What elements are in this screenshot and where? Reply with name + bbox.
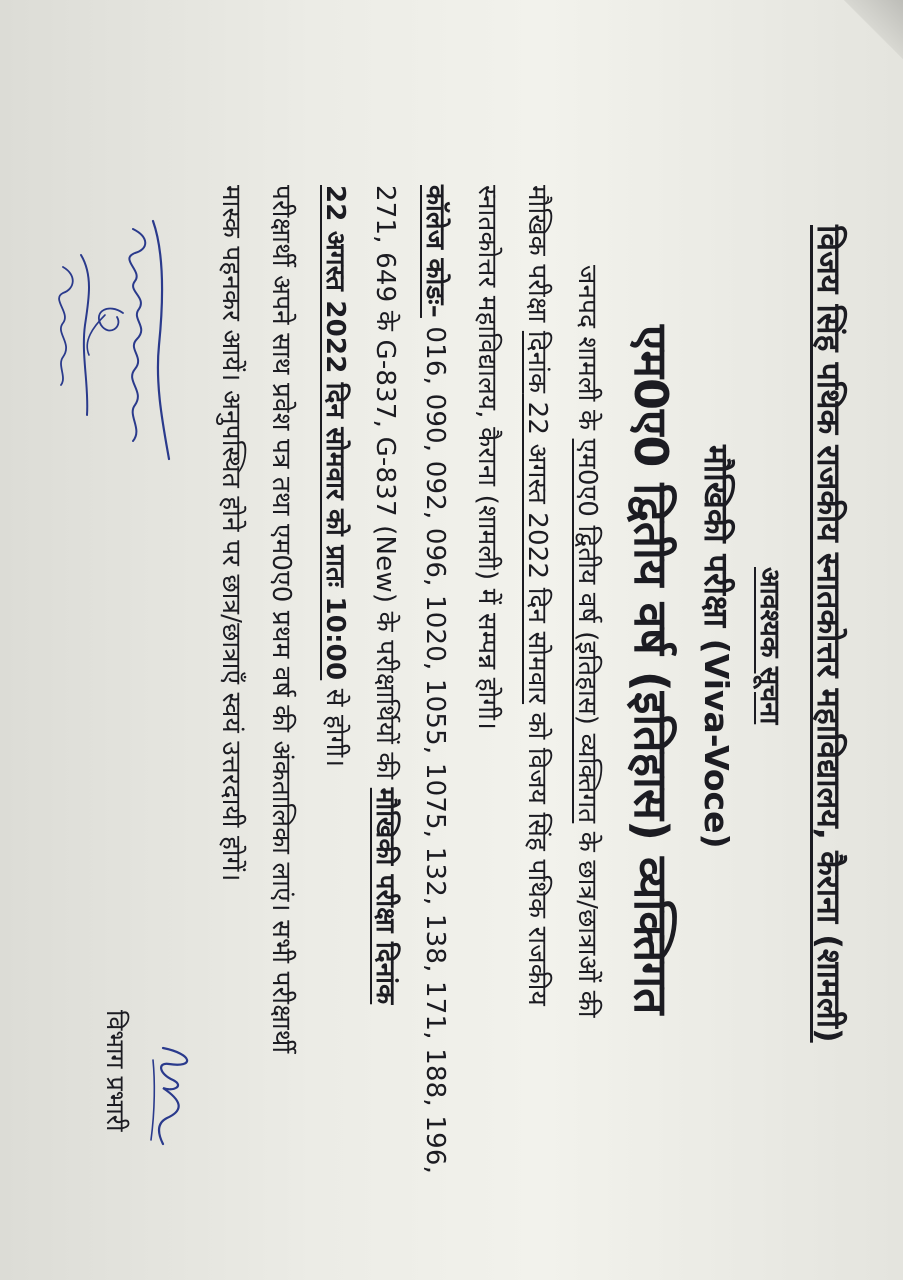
para1-text: जनपद शामली के [572, 265, 602, 439]
department-signature [143, 1040, 203, 1150]
exam-type: मौखिकी परीक्षा (Viva-Voce) [697, 445, 736, 849]
para1-line1 [571, 265, 607, 1018]
para2-text: से होगी। [320, 680, 350, 768]
para1-line3: स्नातकोत्तर महाविद्यालय, कैराना (शामली) में सम्पन्न होगी। [472, 185, 502, 731]
college-codes: 016, 090, 092, 096, 1020, 1055, 1075, 132, 138, 171, 188, 196, [420, 317, 450, 1175]
para3-line2: मास्क पहनकर आयें। अनुपस्थित होने पर छात्र/छात्राएँ स्वयं उत्तरदायी होगें। [216, 185, 246, 882]
notice-title: आवश्यक सूचना [754, 567, 785, 725]
department-incharge: विभाग प्रभारी [101, 1010, 130, 1132]
para2-line2 [369, 185, 405, 1004]
para2-text: 271, 649 के G-837, G-837 (New) के परीक्षार्थियों की [370, 185, 400, 788]
college-code-label: कॉलेज कोडः– [420, 185, 450, 318]
para1-date: 22 अगस्त 2022 दिन सोमवार [522, 393, 552, 705]
para1-text: मौखिक परीक्षा [522, 185, 552, 331]
para1-line2 [521, 185, 557, 1006]
para2-line3 [319, 185, 355, 767]
para1-date-label: दिनांक [522, 330, 552, 394]
handwritten-signature [43, 215, 193, 465]
para1-text: के छात्र/छात्राओं की [572, 823, 602, 1018]
college-name: विजय सिंह पथिक राजकीय स्नातकोत्तर महाविद्यालय, कैराना (शामली) [810, 225, 848, 1043]
para1-course: एम0ए0 द्वितीय वर्ष (इतिहास) व्यक्तिगत [572, 438, 602, 824]
viva-date-label: मौखिकी परीक्षा दिनांक [370, 787, 400, 1005]
para3-line1: परीक्षार्थी अपने साथ प्रवेश पत्र तथा एम0ए0 प्रथम वर्ष की अंकतालिका लाएं। सभी परीक्षार्थी [266, 185, 296, 1054]
para2-line1 [419, 185, 455, 1174]
viva-date-time: 22 अगस्त 2022 दिन सोमवार को प्रातः 10:00 [320, 185, 350, 681]
para1-text: को विजय सिंह पथिक राजकीय [522, 704, 552, 1006]
course-heading: एम0ए0 द्वितीय वर्ष (इतिहास) व्यक्तिगत [624, 325, 678, 1015]
